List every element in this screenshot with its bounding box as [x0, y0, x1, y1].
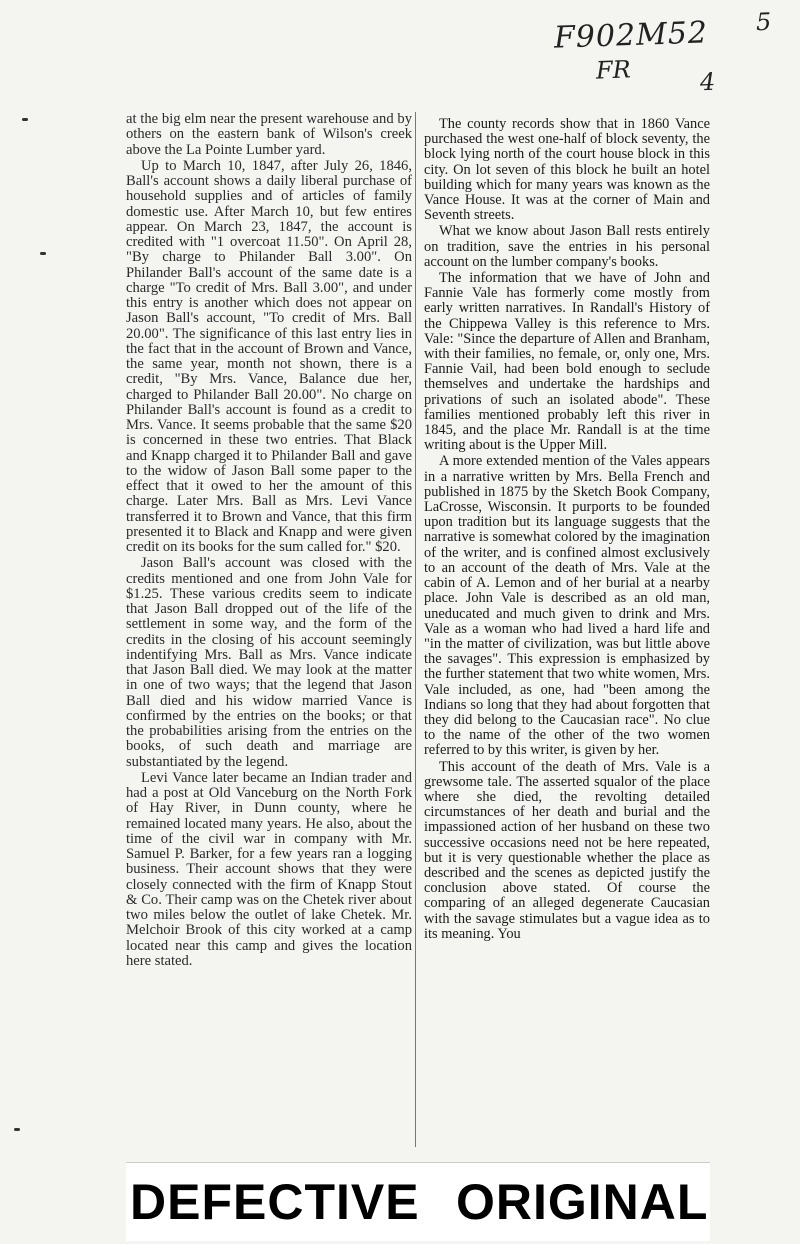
handwritten-fr-mark: FR: [595, 55, 632, 85]
paragraph: The information that we have of John and Fannie Vale has formerly come mostly from early written narratives. In Randall's History of the Chippewa Valley is this reference to Mrs. Vale: "Since the departure of Allen and Branham, with their families, no female, or, only one, Mrs. Fannie Vail, had been bold enough to seclude themselves and undertake the hardships and privations of such an isolated abode". These families mentioned probably left this river in 1845, and the place Mr. Randall is at the time writing about is the Upper Mill.: [424, 270, 710, 454]
defective-original-banner: [126, 1162, 710, 1241]
paragraph: Levi Vance later became an Indian trader and had a post at Old Vanceburg on the North Fork of Hay River, in Dunn county, where he remained located many years. He also, about the time of the civil war in company with Mr. Samuel P. Barker, for a few years ran a logging business. Their account shows that they were closely connected with the firm of Knapp Stout & Co. Their camp was on the Chetek river about two miles below the outlet of lake Chetek. Mr. Melchoir Brook of this city worked at a camp located near this camp and gives the location here stated.: [126, 769, 412, 969]
banner-word-original: ORIGINAL: [456, 1174, 709, 1230]
paragraph: at the big elm near the present warehouse and by others on the eastern bank of Wilson's creek above the La Pointe Lumber yard.: [126, 111, 412, 158]
paragraph: A more extended mention of the Vales appears in a narrative written by Mrs. Bella French and published in 1875 by the Sketch Book Company, LaCrosse, Wisconsin. It purports to be founded upon tradition but its language suggests that the narrative is somewhat colored by the imagination of the writer, and is confined almost exclusively to an account of the death of Mrs. Vale at the cabin of A. Lemon and of her burial at a nearby place. John Vale is described as an old man, uneducated and much given to drink and Mrs. Vale as a woman who had lived a hard life and "in the matter of civilization, was but little above the savages". This expression is emphasized by the further statement that two white women, Mrs. Vale included, as one, had "been among the Indians so long that they had about forgotten that they did belong to the Caucasian race". No clue to the name of the other of the two women referred to by this writer, is given by her.: [424, 453, 710, 759]
scan-edge-mark: [14, 1128, 20, 1131]
paragraph: This account of the death of Mrs. Vale is a grewsome tale. The asserted squalor of the place where she died, the revolting detailed circumstances of her death and burial and the impassioned action of her husband on these two successive occasions need not be here repeated, but it is very questionable whether the place as described and the scenes as depicted justify the conclusion above stated. Of course the comparing of an alleged degenerate Caucasian with the savage stimulates but a vague idea as to its meaning. You: [424, 758, 710, 942]
article-right-column: [424, 117, 710, 942]
handwritten-alt-page-number: 4: [699, 67, 716, 97]
banner-word-defective: DEFECTIVE: [130, 1174, 420, 1230]
paragraph: What we know about Jason Ball rests entirely on tradition, save the entries in his personal account on the lumber company's books.: [424, 223, 710, 270]
scan-edge-mark: [22, 118, 28, 121]
handwritten-catalog-code: F902M52: [553, 15, 709, 56]
scan-edge-mark: [40, 252, 46, 255]
paragraph: The county records show that in 1860 Vance purchased the west one-half of block seventy, the block lying north of the court house block in this city. On lot seven of this block he built an hotel building which for many years was known as the Vance House. It was at the corner of Main and Seventh streets.: [424, 116, 710, 224]
handwritten-page-number: 5: [755, 7, 772, 37]
column-divider: [415, 112, 416, 1147]
paragraph: Jason Ball's account was closed with the credits mentioned and one from John Vale for $1.25. These various credits seem to indicate that Jason Ball dropped out of the life of the settlement in some way, and the form of the credits in the closing of his account seemingly indentifying Mrs. Ball as Mrs. Vance indicate that Jason Ball died. We may look at the matter in one of two ways; that the legend that Jason Ball died and his widow married Vance is confirmed by the entries on the books; or that the probabilities arising from the entries on the books, of such death and marriage are substantiated by the legend.: [126, 555, 412, 770]
article-left-column: [126, 112, 412, 969]
paragraph: Up to March 10, 1847, after July 26, 1846, Ball's account shows a daily liberal purchase of household supplies and of articles of family domestic use. After March 10, but few entires appear. On March 23, 1847, the account is credited with "1 overcoat 11.50". On April 28, "By charge to Philander Ball 3.00". On Philander Ball's account of the same date is a charge "To credit of Mrs. Ball 3.00", and under this entry is another which does not appear on Jason Ball's account, "To credit of Mrs. Ball 20.00". The significance of this last entry lies in the fact that in the account of Brown and Vance, the same year, month not shown, there is a credit, "By Mrs. Vance, Balance due her, charged to Philander Ball 20.00". No charge on Philander Ball's account is found as a credit to Mrs. Vance. It seems probable that the same $20 is concerned in these two entries. That Black and Knapp charged it to Philander Ball and gave to the widow of Jason Ball some paper to the effect that it owed to her the amount of this charge. Later Mrs. Ball as Mrs. Levi Vance transferred it to Brown and Vance, that this firm presented it to Black and Knapp and were given credit on its books for the sum called for." $20.: [126, 157, 412, 555]
